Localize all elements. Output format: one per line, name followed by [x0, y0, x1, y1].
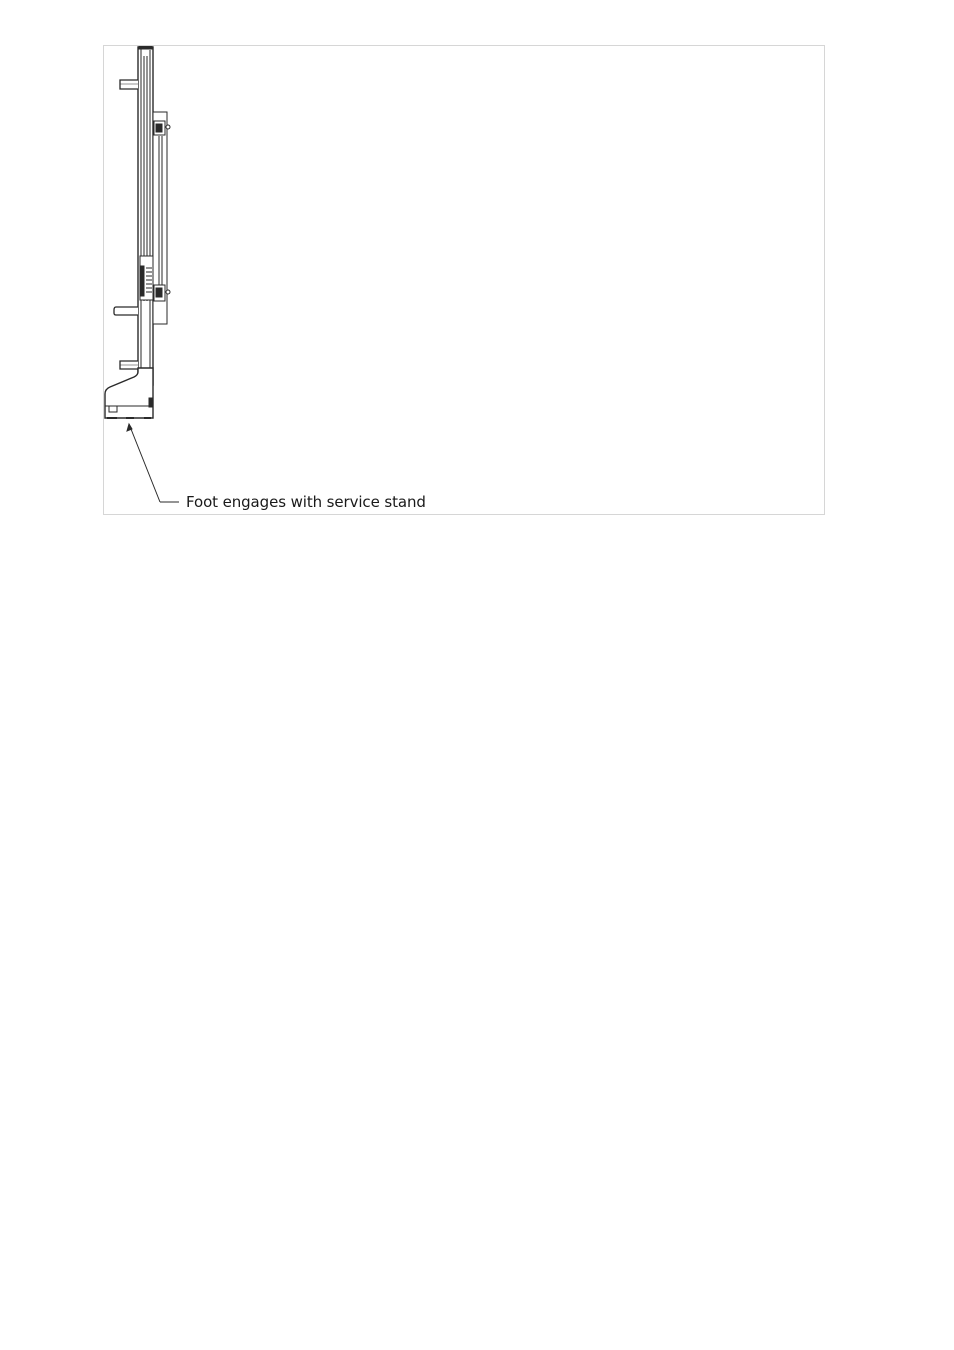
connector-panel	[140, 256, 153, 300]
display-side-view-drawing	[104, 46, 824, 514]
callout-leader	[127, 424, 179, 502]
rear-bracket	[153, 112, 170, 324]
upper-handle	[120, 80, 138, 89]
lower-handle	[120, 361, 138, 369]
callout-label: Foot engages with service stand	[186, 493, 426, 511]
display-body	[138, 46, 153, 385]
figure-frame	[103, 45, 825, 515]
foot	[105, 368, 153, 418]
